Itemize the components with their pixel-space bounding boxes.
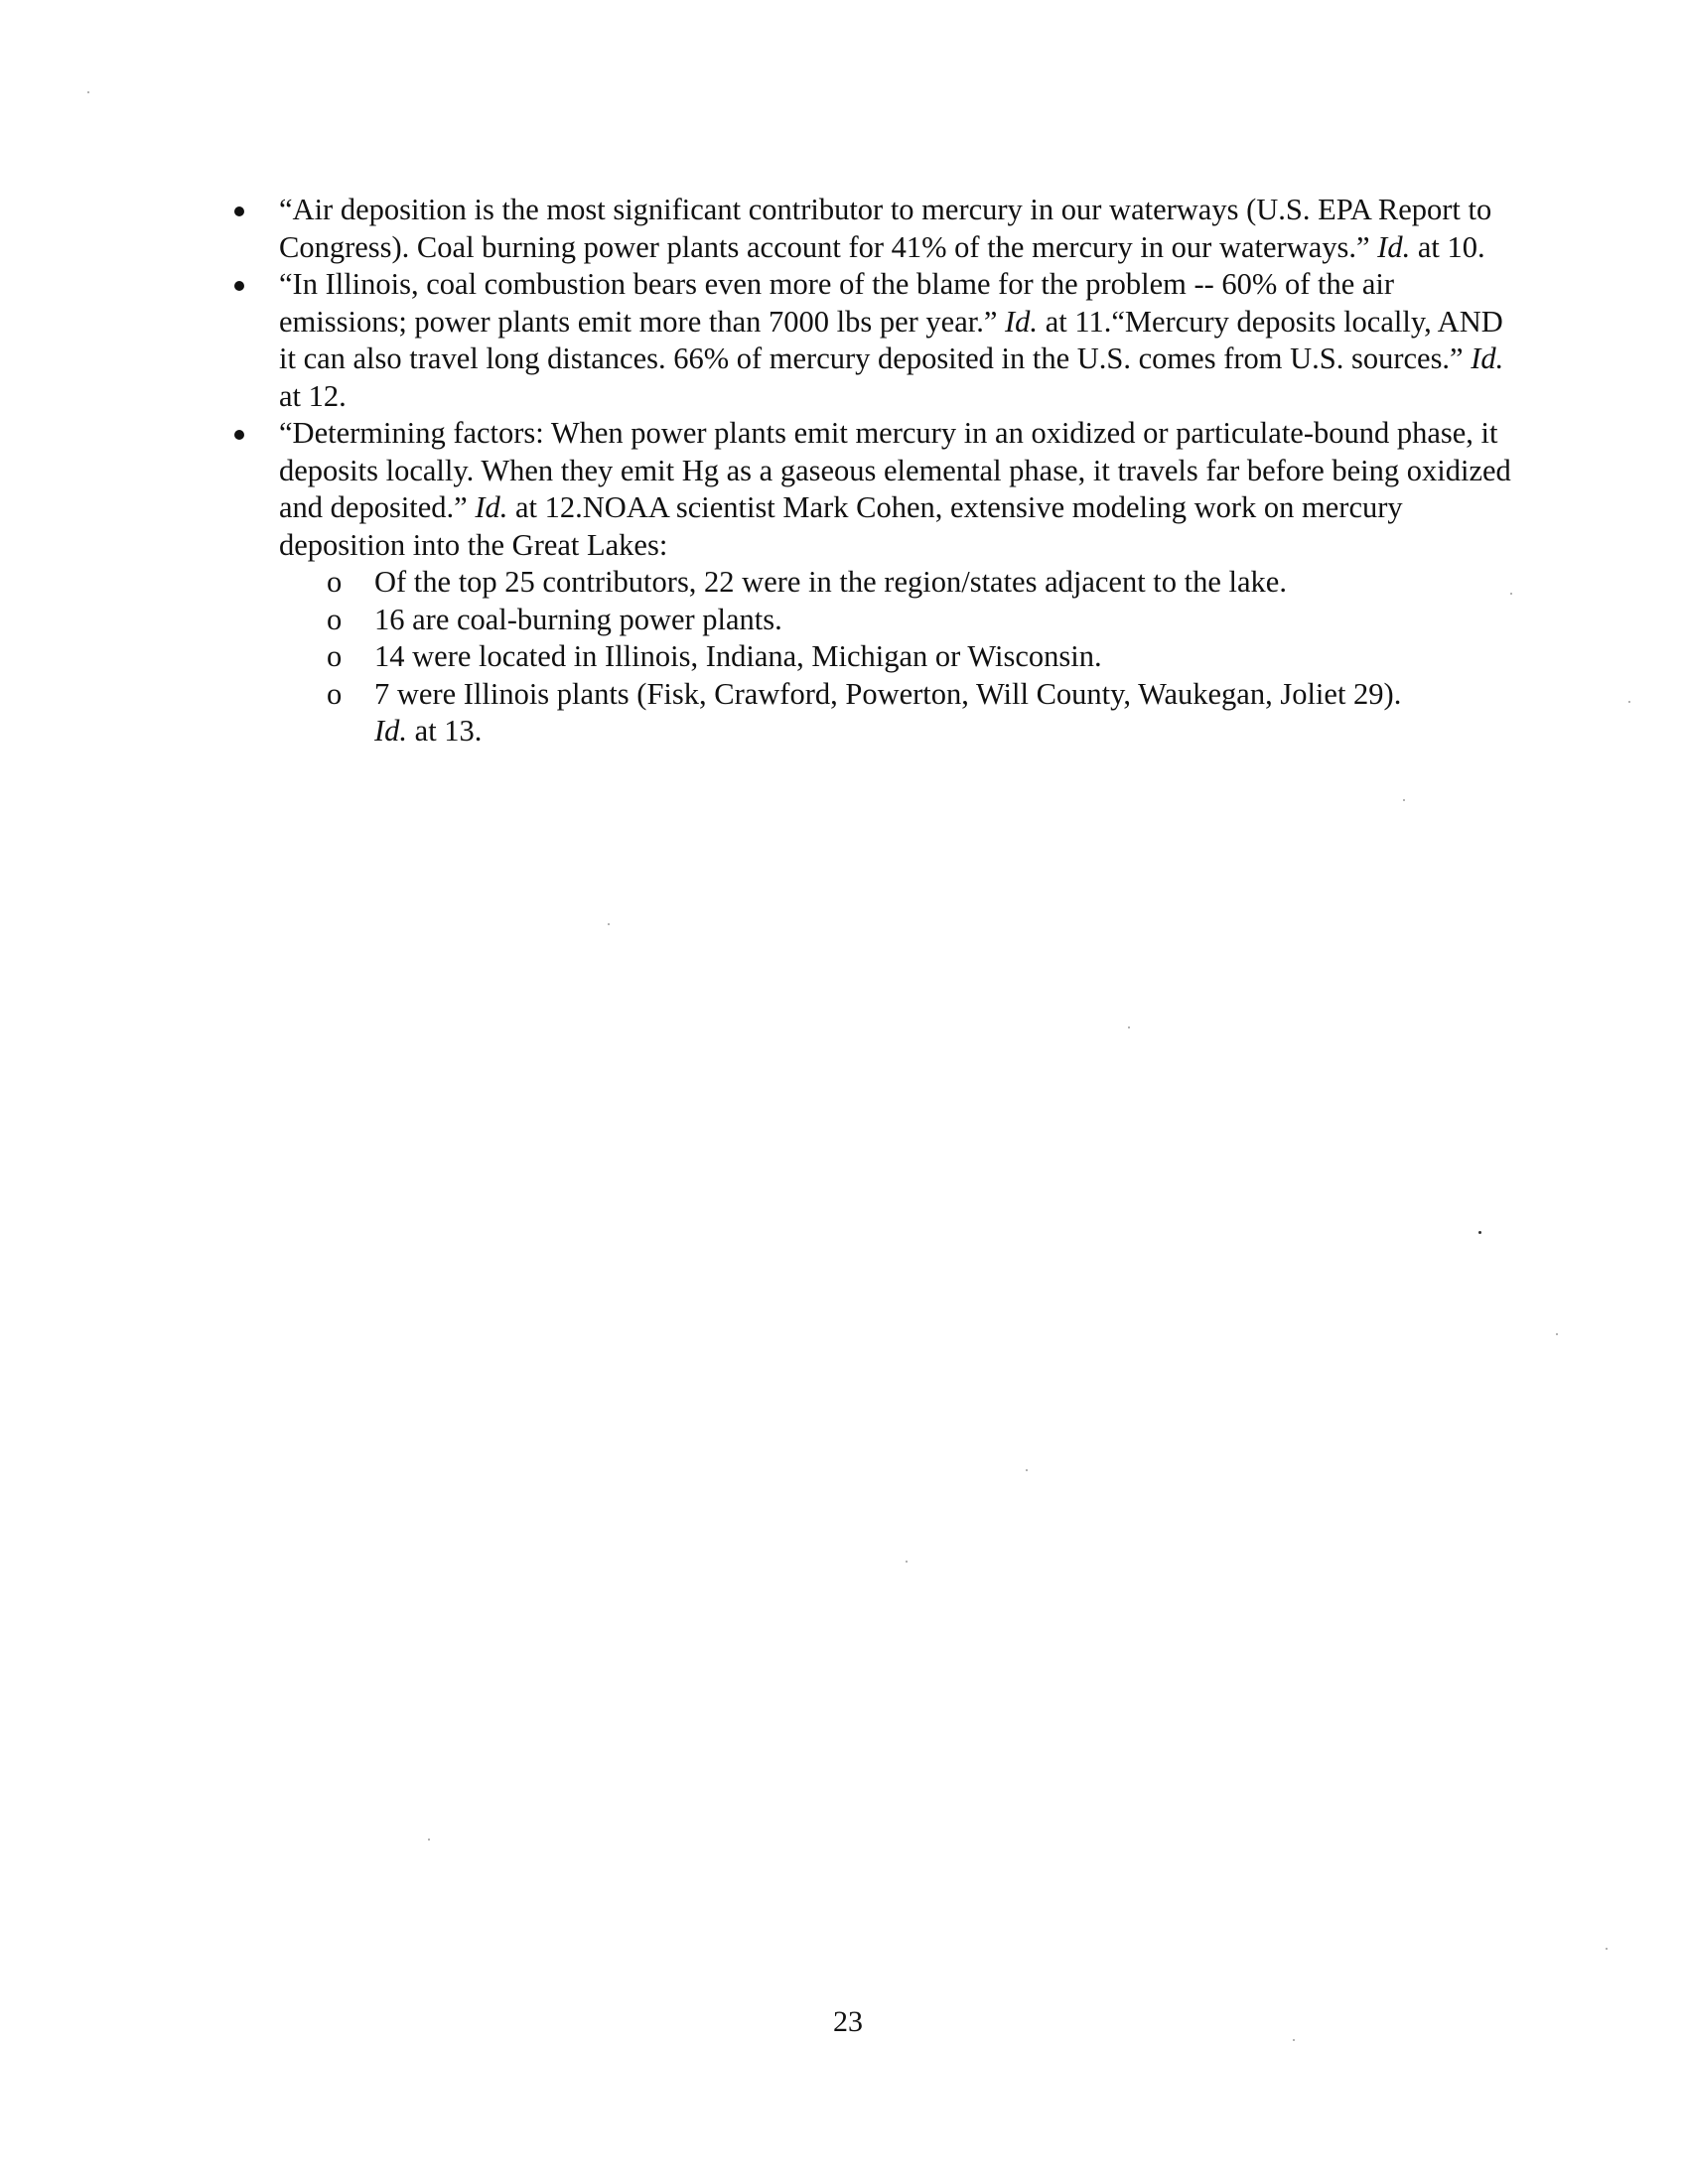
scan-speck [87, 91, 89, 93]
bullet-item [225, 266, 1516, 415]
sub-list-item: o 7 were Illinois plants (Fisk, Crawford, Powerton, Will County, Waukegan, Joliet 29). Id. at 13. [327, 676, 1402, 748]
bullet-icon [234, 206, 244, 216]
scan-speck [1293, 2039, 1295, 2041]
sub-bullet-marker: o [327, 565, 343, 599]
sub-bullet-marker: o [327, 676, 343, 711]
sub-list [279, 564, 1516, 751]
sub-list-item: o 14 were located in Illinois, Indiana, Michigan or Wisconsin. [279, 638, 1516, 676]
scan-speck [608, 923, 610, 925]
sub-bullet-marker: o [327, 602, 343, 636]
scan-speck [1128, 1026, 1130, 1028]
bullet-list [225, 192, 1516, 751]
scan-speck [1556, 1333, 1558, 1335]
scan-speck [1510, 593, 1512, 595]
bullet-text: “Determining factors: When power plants emit mercury in an oxidized or particulate-bound phase, it deposits locally. When they emit Hg as a gaseous elemental phase, it travels far before being oxidized and deposited.” Id. at 12.NOAA scientist Mark Cohen, extensive modeling work on mercury deposition into the Great Lakes: [279, 416, 1511, 562]
bullet-text: “Air deposition is the most significant contributor to mercury in our waterways (U.S. EPA Report to Congress). Coal burning power plants account for 41% of the mercury in our waterways.” Id. at 10. [279, 193, 1492, 264]
scan-speck [1403, 799, 1405, 801]
bullet-icon [234, 281, 244, 291]
scan-speck [1478, 1231, 1481, 1234]
scan-speck [1026, 1469, 1028, 1471]
sub-list-item: o 16 are coal-burning power plants. [279, 602, 1516, 639]
page-number: 23 [833, 2005, 863, 2038]
bullet-item [225, 415, 1516, 751]
bullet-icon [234, 430, 244, 440]
scan-speck [428, 1839, 430, 1841]
scan-speck [906, 1561, 908, 1563]
sub-bullet-marker: o [327, 639, 343, 673]
sub-list-item: o Of the top 25 contributors, 22 were in the region/states adjacent to the lake. [279, 564, 1516, 602]
bullet-item [225, 192, 1516, 266]
bullet-text: “In Illinois, coal combustion bears even more of the blame for the problem -- 60% of the air emissions; power plants emit more than 7000 lbs per year.” Id. at 11.“Mercury deposits locally, AND it can also travel long distances. 66% of mercury deposited in the U.S. comes from U.S. sources.” Id. at 12. [279, 267, 1504, 413]
scan-speck [1628, 701, 1630, 703]
scan-speck [1606, 1948, 1608, 1950]
